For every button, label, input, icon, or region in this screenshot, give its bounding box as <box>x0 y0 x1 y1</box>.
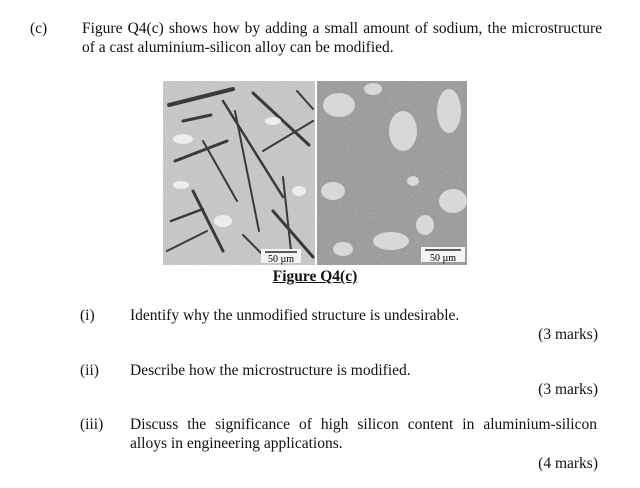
modified-micrograph <box>317 81 467 265</box>
intro-paragraph <box>82 19 602 57</box>
unmodified-micrograph <box>163 81 315 265</box>
intro-line-1: Figure Q4(c) shows how by adding a small amount of sodium, the microstructure <box>82 20 602 37</box>
question-2-number: (ii) <box>80 362 99 379</box>
part-label: (c) <box>30 20 48 37</box>
question-2-text: Describe how the microstructure is modified. <box>130 362 411 379</box>
question-1-text: Identify why the unmodified structure is undesirable. <box>130 307 460 324</box>
question-3-marks: (4 marks) <box>538 455 598 472</box>
intro-line-2: of a cast aluminium-silicon alloy can be modified. <box>82 39 394 56</box>
microstructure-figure <box>163 81 467 265</box>
question-1-marks: (3 marks) <box>538 326 598 343</box>
left-scale-bar-label: 50 µm <box>267 254 295 265</box>
question-3-line-1: Discuss the significance of high silicon content in aluminium-silicon <box>130 416 597 433</box>
question-3-number: (iii) <box>80 416 104 433</box>
question-2-marks: (3 marks) <box>538 381 598 398</box>
question-1-number: (i) <box>80 307 95 324</box>
figure-caption: Figure Q4(c) <box>272 268 358 285</box>
question-3-line-2: alloys in engineering applications. <box>130 435 343 452</box>
question-3-text <box>130 415 597 453</box>
right-scale-bar-label: 50 µm <box>429 253 457 264</box>
